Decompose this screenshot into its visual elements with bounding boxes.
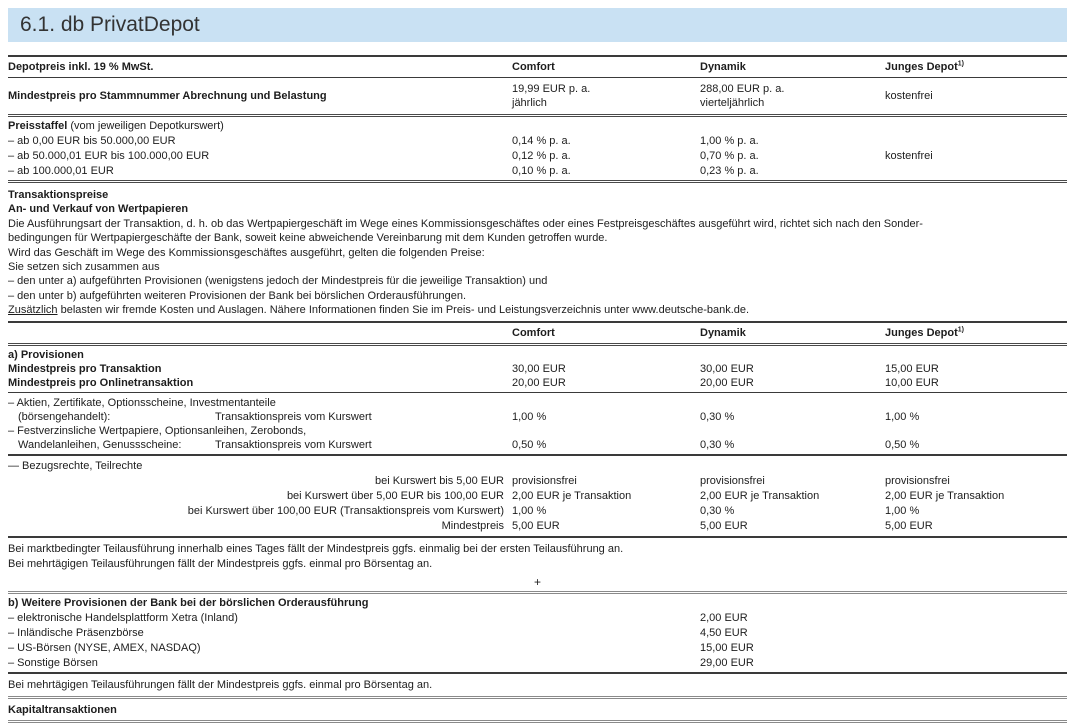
table-row-mindestpreis-bezugsrechte <box>8 519 1067 534</box>
cell-junges-depot: 10,00 EUR <box>885 377 939 390</box>
column-header-comfort: Comfort <box>512 61 555 73</box>
cell-dynamik: provisionsfrei <box>700 475 765 488</box>
cell-junges-depot: 1,00 % <box>885 410 920 423</box>
row-label: – ab 100.000,01 EUR <box>8 165 114 177</box>
cell-dynamik: 30,00 EUR <box>700 362 754 375</box>
cell-comfort: 1,00 % <box>512 505 547 518</box>
cell-dynamik: 1,00 % p. a. <box>700 135 759 147</box>
body-line: bedingungen für Wertpapiergeschäfte der Bank, soweit keine abweichende Vereinbarung mit dem Kunden getroffen wurde. <box>8 232 608 245</box>
body-line: – den unter b) aufgeführten weiteren Provisionen der Bank bei börslichen Orderausführungen. <box>8 289 467 302</box>
body-line-zusatzlich: Zusätzlich belasten wir fremde Kosten und Auslagen. Nähere Informationen finden Sie im Preis- und Leistungsverzeichnis unter www.deutsche-bank.de. <box>8 304 750 317</box>
cell-value: 29,00 EUR <box>700 656 754 669</box>
row-label: – US-Börsen (NYSE, AMEX, NASDAQ) <box>8 641 201 654</box>
row-label: – ab 0,00 EUR bis 50.000,00 EUR <box>8 135 176 147</box>
cell-comfort: 19,99 EUR p. a. jährlich <box>512 83 591 109</box>
row-label: Mindestpreis pro Transaktion <box>8 362 162 375</box>
cell-value: 4,50 EUR <box>700 626 748 639</box>
table-row-us-boersen <box>8 641 1067 656</box>
cell-comfort: 1,00 % <box>512 410 547 423</box>
row-label: Mindestpreis <box>441 520 504 533</box>
footnote-marker: 1) <box>957 326 964 333</box>
row-label: – elektronische Handelsplattform Xetra (Inland) <box>8 612 238 625</box>
body-line: Sie setzen sich zusammen aus <box>8 261 160 274</box>
instrument-group-aktien-line2 <box>8 410 1067 424</box>
row-label: Mindestpreis pro Stammnummer Abrechnung und Belastung <box>8 90 327 102</box>
section-bezugsrechte <box>8 456 1067 538</box>
plus-sign: + <box>533 575 541 590</box>
cell-comfort: 20,00 EUR <box>512 377 566 390</box>
cell-junges-depot: 15,00 EUR <box>885 362 939 375</box>
cell-dynamik: 2,00 EUR je Transaktion <box>700 490 820 503</box>
row-label: Mindestpreis pro Onlinetransaktion <box>8 377 194 390</box>
table-row-xetra <box>8 611 1067 626</box>
page-title: 6.1. db PrivatDepot <box>20 13 200 36</box>
table-row-mindestpreis-transaktion <box>8 362 1067 376</box>
depot-table-header <box>8 55 1067 78</box>
cell-dynamik: 20,00 EUR <box>700 377 754 390</box>
note-line: Bei mehrtägigen Teilausführungen fällt der Mindestpreis ggfs. einmal pro Börsentag an. <box>8 557 433 570</box>
cell-comfort: 5,00 EUR <box>512 520 560 533</box>
row-sublabel: Transaktionspreis vom Kurswert <box>215 439 372 452</box>
cell-comfort: 30,00 EUR <box>512 362 566 375</box>
heading-an-und-verkauf: An- und Verkauf von Wertpapieren <box>8 203 189 216</box>
table-row-praesenzboerse <box>8 626 1067 641</box>
cell-comfort: 2,00 EUR je Transaktion <box>512 490 632 503</box>
bezugsrechte-heading: — Bezugsrechte, Teilrechte <box>8 460 143 473</box>
cell-comfort: 0,14 % p. a. <box>512 135 571 147</box>
cell-comfort: provisionsfrei <box>512 475 577 488</box>
row-label: bei Kurswert bis 5,00 EUR <box>375 475 504 488</box>
note-line: Bei marktbedingter Teilausführung innerhalb eines Tages fällt der Mindestpreis ggfs. einmalig bei der ersten Teilausführung an. <box>8 543 624 556</box>
table-row-kurswert-bis-5 <box>8 474 1067 489</box>
row-label: (börsengehandelt): <box>18 410 111 423</box>
cell-value: 15,00 EUR <box>700 641 754 654</box>
table-row-kurswert-ueber-100 <box>8 504 1067 519</box>
kapitaltransaktionen-heading: Kapitaltransaktionen <box>8 699 1067 723</box>
cell-comfort: 0,12 % p. a. <box>512 150 571 162</box>
cell-comfort: 0,10 % p. a. <box>512 165 571 177</box>
footnote-marker: 1) <box>957 60 964 68</box>
cell-value: 2,00 EUR <box>700 612 748 625</box>
instrument-group-festverzinsliche-line2 <box>8 438 1067 452</box>
column-header-comfort: Comfort <box>512 326 555 339</box>
table-row-sonstige-boersen <box>8 656 1067 671</box>
column-header-junges-depot: Junges Depot$^{1)}$ <box>885 326 964 339</box>
table-row-mindestpreis-stammnummer <box>8 78 1067 117</box>
section-title-band <box>8 8 1067 42</box>
transaktionspreise-text <box>8 183 1067 321</box>
table-row-mindestpreis-onlinetransaktion <box>8 376 1067 390</box>
section-a-heading: a) Provisionen <box>8 348 84 361</box>
boersentag-note: Bei mehrtägigen Teilausführungen fällt der Mindestpreis ggfs. einmal pro Börsentag an. <box>8 674 1067 699</box>
cell-junges-depot: kostenfrei <box>885 90 933 102</box>
table-row-kurswert-5-bis-100 <box>8 489 1067 504</box>
instrument-group-aktien-line1: – Aktien, Zertifikate, Optionsscheine, Investmentanteile <box>8 396 276 409</box>
cell-junges-depot: 1,00 % <box>885 505 920 518</box>
depot-table-title: Depotpreis inkl. 19 % MwSt. <box>8 61 154 73</box>
body-line: – den unter a) aufgeführten Provisionen (wenigstens jedoch der Mindestpreis für die jeweilige Transaktion) und <box>8 275 548 288</box>
cell-junges-depot: 0,50 % <box>885 439 920 452</box>
table-row-staffel-3 <box>8 164 1067 179</box>
column-header-dynamik: Dynamik <box>700 61 746 73</box>
heading-transaktionspreise: Transaktionspreise <box>8 189 109 201</box>
row-label: – Inländische Präsenzbörse <box>8 626 144 639</box>
cell-comfort: 0,50 % <box>512 439 547 452</box>
row-sublabel: Transaktionspreis vom Kurswert <box>215 410 372 423</box>
row-label: bei Kurswert über 5,00 EUR bis 100,00 EUR <box>286 490 504 503</box>
section-b-weitere-provisionen <box>8 591 1067 674</box>
cell-dynamik: 288,00 EUR p. a. vierteljährlich <box>700 83 785 109</box>
teilausfuehrung-notes <box>8 538 1067 573</box>
preisstaffel-heading: Preisstaffel (vom jeweiligen Depotkurswert) <box>8 120 224 132</box>
instrument-group-festverzinsliche-line1: – Festverzinsliche Wertpapiere, Optionsanleihen, Zerobonds, <box>8 424 307 437</box>
cell-junges-depot: 2,00 EUR je Transaktion <box>885 490 1005 503</box>
cell-dynamik: 0,23 % p. a. <box>700 165 759 177</box>
section-instruments <box>8 393 1067 457</box>
cell-junges-depot: 5,00 EUR <box>885 520 933 533</box>
table-row-staffel-2 <box>8 149 1067 164</box>
row-label: Wandelanleihen, Genussscheine: <box>18 439 182 452</box>
cell-junges-depot: kostenfrei <box>885 150 933 162</box>
cell-dynamik: 0,30 % <box>700 410 735 423</box>
cell-dynamik: 5,00 EUR <box>700 520 748 533</box>
spacer <box>8 42 1067 55</box>
column-header-junges-depot: Junges Depot$^{1)}$ <box>885 60 964 73</box>
column-header-dynamik: Dynamik <box>700 326 746 339</box>
provisions-table-header <box>8 321 1067 346</box>
row-label: – Sonstige Börsen <box>8 656 98 669</box>
cell-dynamik: 0,70 % p. a. <box>700 150 759 162</box>
cell-junges-depot: provisionsfrei <box>885 475 950 488</box>
cell-dynamik: 0,30 % <box>700 439 735 452</box>
body-line: Wird das Geschäft im Wege des Kommissionsgeschäftes ausgeführt, gelten die folgenden Preise: <box>8 246 485 259</box>
section-b-heading: b) Weitere Provisionen der Bank bei der börslichen Orderausführung <box>8 597 369 610</box>
table-row-staffel-1 <box>8 134 1067 149</box>
cell-dynamik: 0,30 % <box>700 505 735 518</box>
table-section-preisstaffel <box>8 117 1067 183</box>
row-label: bei Kurswert über 100,00 EUR (Transaktionspreis vom Kurswert) <box>187 505 504 518</box>
body-line: Die Ausführungsart der Transaktion, d. h. ob das Wertpapiergeschäft im Wege eines Kommissionsgeschäftes oder eines Festpreisgeschäftes ausgeführt wird, richtet sich nach den Sonder- <box>8 217 923 230</box>
document-page <box>0 8 1075 723</box>
row-label: – ab 50.000,01 EUR bis 100.000,00 EUR <box>8 150 210 162</box>
section-a-provisionen <box>8 346 1067 393</box>
